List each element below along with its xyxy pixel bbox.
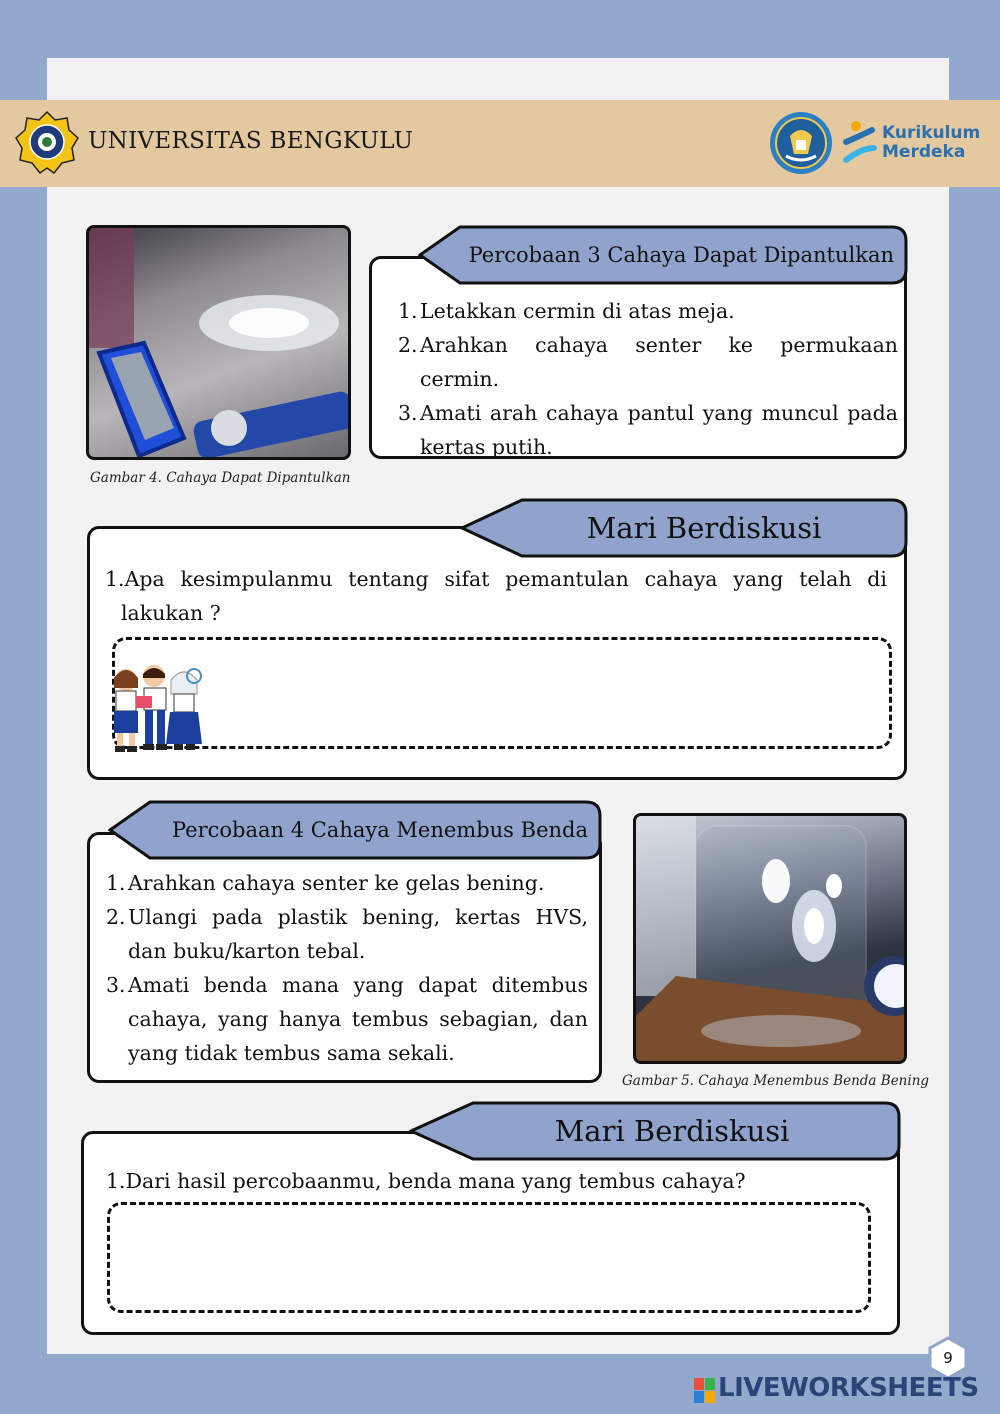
list-item <box>106 900 588 968</box>
discussion1-title: Mari Berdiskusi <box>586 511 822 545</box>
experiment4-steps <box>106 866 588 1070</box>
kurikulum-merdeka-mark-icon <box>842 118 878 168</box>
curriculum-logo-line1: Kurikulum <box>882 123 981 143</box>
step-text: Arahkan cahaya senter ke gelas bening. <box>128 871 545 895</box>
question-number: 1. <box>105 567 125 591</box>
step-number: 1. <box>398 299 418 323</box>
experiment4-title: Percobaan 4 Cahaya Menembus Benda <box>171 818 588 842</box>
discussion2-question <box>106 1164 866 1198</box>
kurikulum-merdeka-logo-text <box>882 124 980 162</box>
page-number: 9 <box>943 1349 953 1367</box>
discussion1-answer-field[interactable] <box>112 637 892 749</box>
list-item <box>398 396 898 464</box>
step-number: 2. <box>106 905 126 929</box>
tut-wuri-handayani-logo-icon <box>768 110 834 176</box>
step-text: Amati benda mana yang dapat ditembus cahaya, yang hanya tembus sebagian, dan yang tidak tembus sama sekali. <box>128 973 588 1065</box>
experiment4-title-tab <box>108 800 602 860</box>
liveworksheets-logo-icon <box>694 1378 716 1404</box>
light-through-glass-photo <box>633 813 907 1064</box>
experiment3-steps <box>398 294 898 464</box>
discussion2-title: Mari Berdiskusi <box>554 1114 790 1148</box>
step-text: Amati arah cahaya pantul yang muncul pada kertas putih. <box>420 401 898 459</box>
figure4-caption: Gambar 4. Cahaya Dapat Dipantulkan <box>90 470 351 486</box>
liveworksheets-brand: LIVEWORKSHEETS <box>718 1373 979 1403</box>
list-item <box>398 294 898 328</box>
question-text: Dari hasil percobaanmu, benda mana yang tembus cahaya? <box>125 1169 746 1193</box>
step-text: Arahkan cahaya senter ke permukaan cermin. <box>420 333 898 391</box>
discussion1-question <box>105 562 887 630</box>
step-number: 1. <box>106 871 126 895</box>
students-illustration-icon <box>108 660 204 760</box>
university-name: UNIVERSITAS BENGKULU <box>88 128 414 154</box>
list-item <box>398 328 898 396</box>
mirror-reflection-photo <box>86 225 351 460</box>
curriculum-logo-line2: Merdeka <box>882 142 966 162</box>
experiment3-title-tab <box>418 225 908 285</box>
experiment3-title: Percobaan 3 Cahaya Dapat Dipantulkan <box>468 243 894 267</box>
university-emblem-icon <box>14 110 80 176</box>
step-number: 2. <box>398 333 418 357</box>
list-item <box>106 968 588 1070</box>
question-number: 1. <box>106 1169 126 1193</box>
list-item <box>106 866 588 900</box>
discussion1-title-tab <box>460 498 908 558</box>
step-text: Ulangi pada plastik bening, kertas HVS, dan buku/karton tebal. <box>128 905 588 963</box>
discussion2-answer-field[interactable] <box>107 1202 871 1313</box>
step-number: 3. <box>398 401 418 425</box>
question-text: Apa kesimpulanmu tentang sifat pemantulan cahaya yang telah di lakukan ? <box>121 567 887 625</box>
step-number: 3. <box>106 973 126 997</box>
discussion2-title-tab <box>409 1101 901 1161</box>
figure5-caption: Gambar 5. Cahaya Menembus Benda Bening <box>622 1073 930 1089</box>
step-text: Letakkan cermin di atas meja. <box>420 299 735 323</box>
